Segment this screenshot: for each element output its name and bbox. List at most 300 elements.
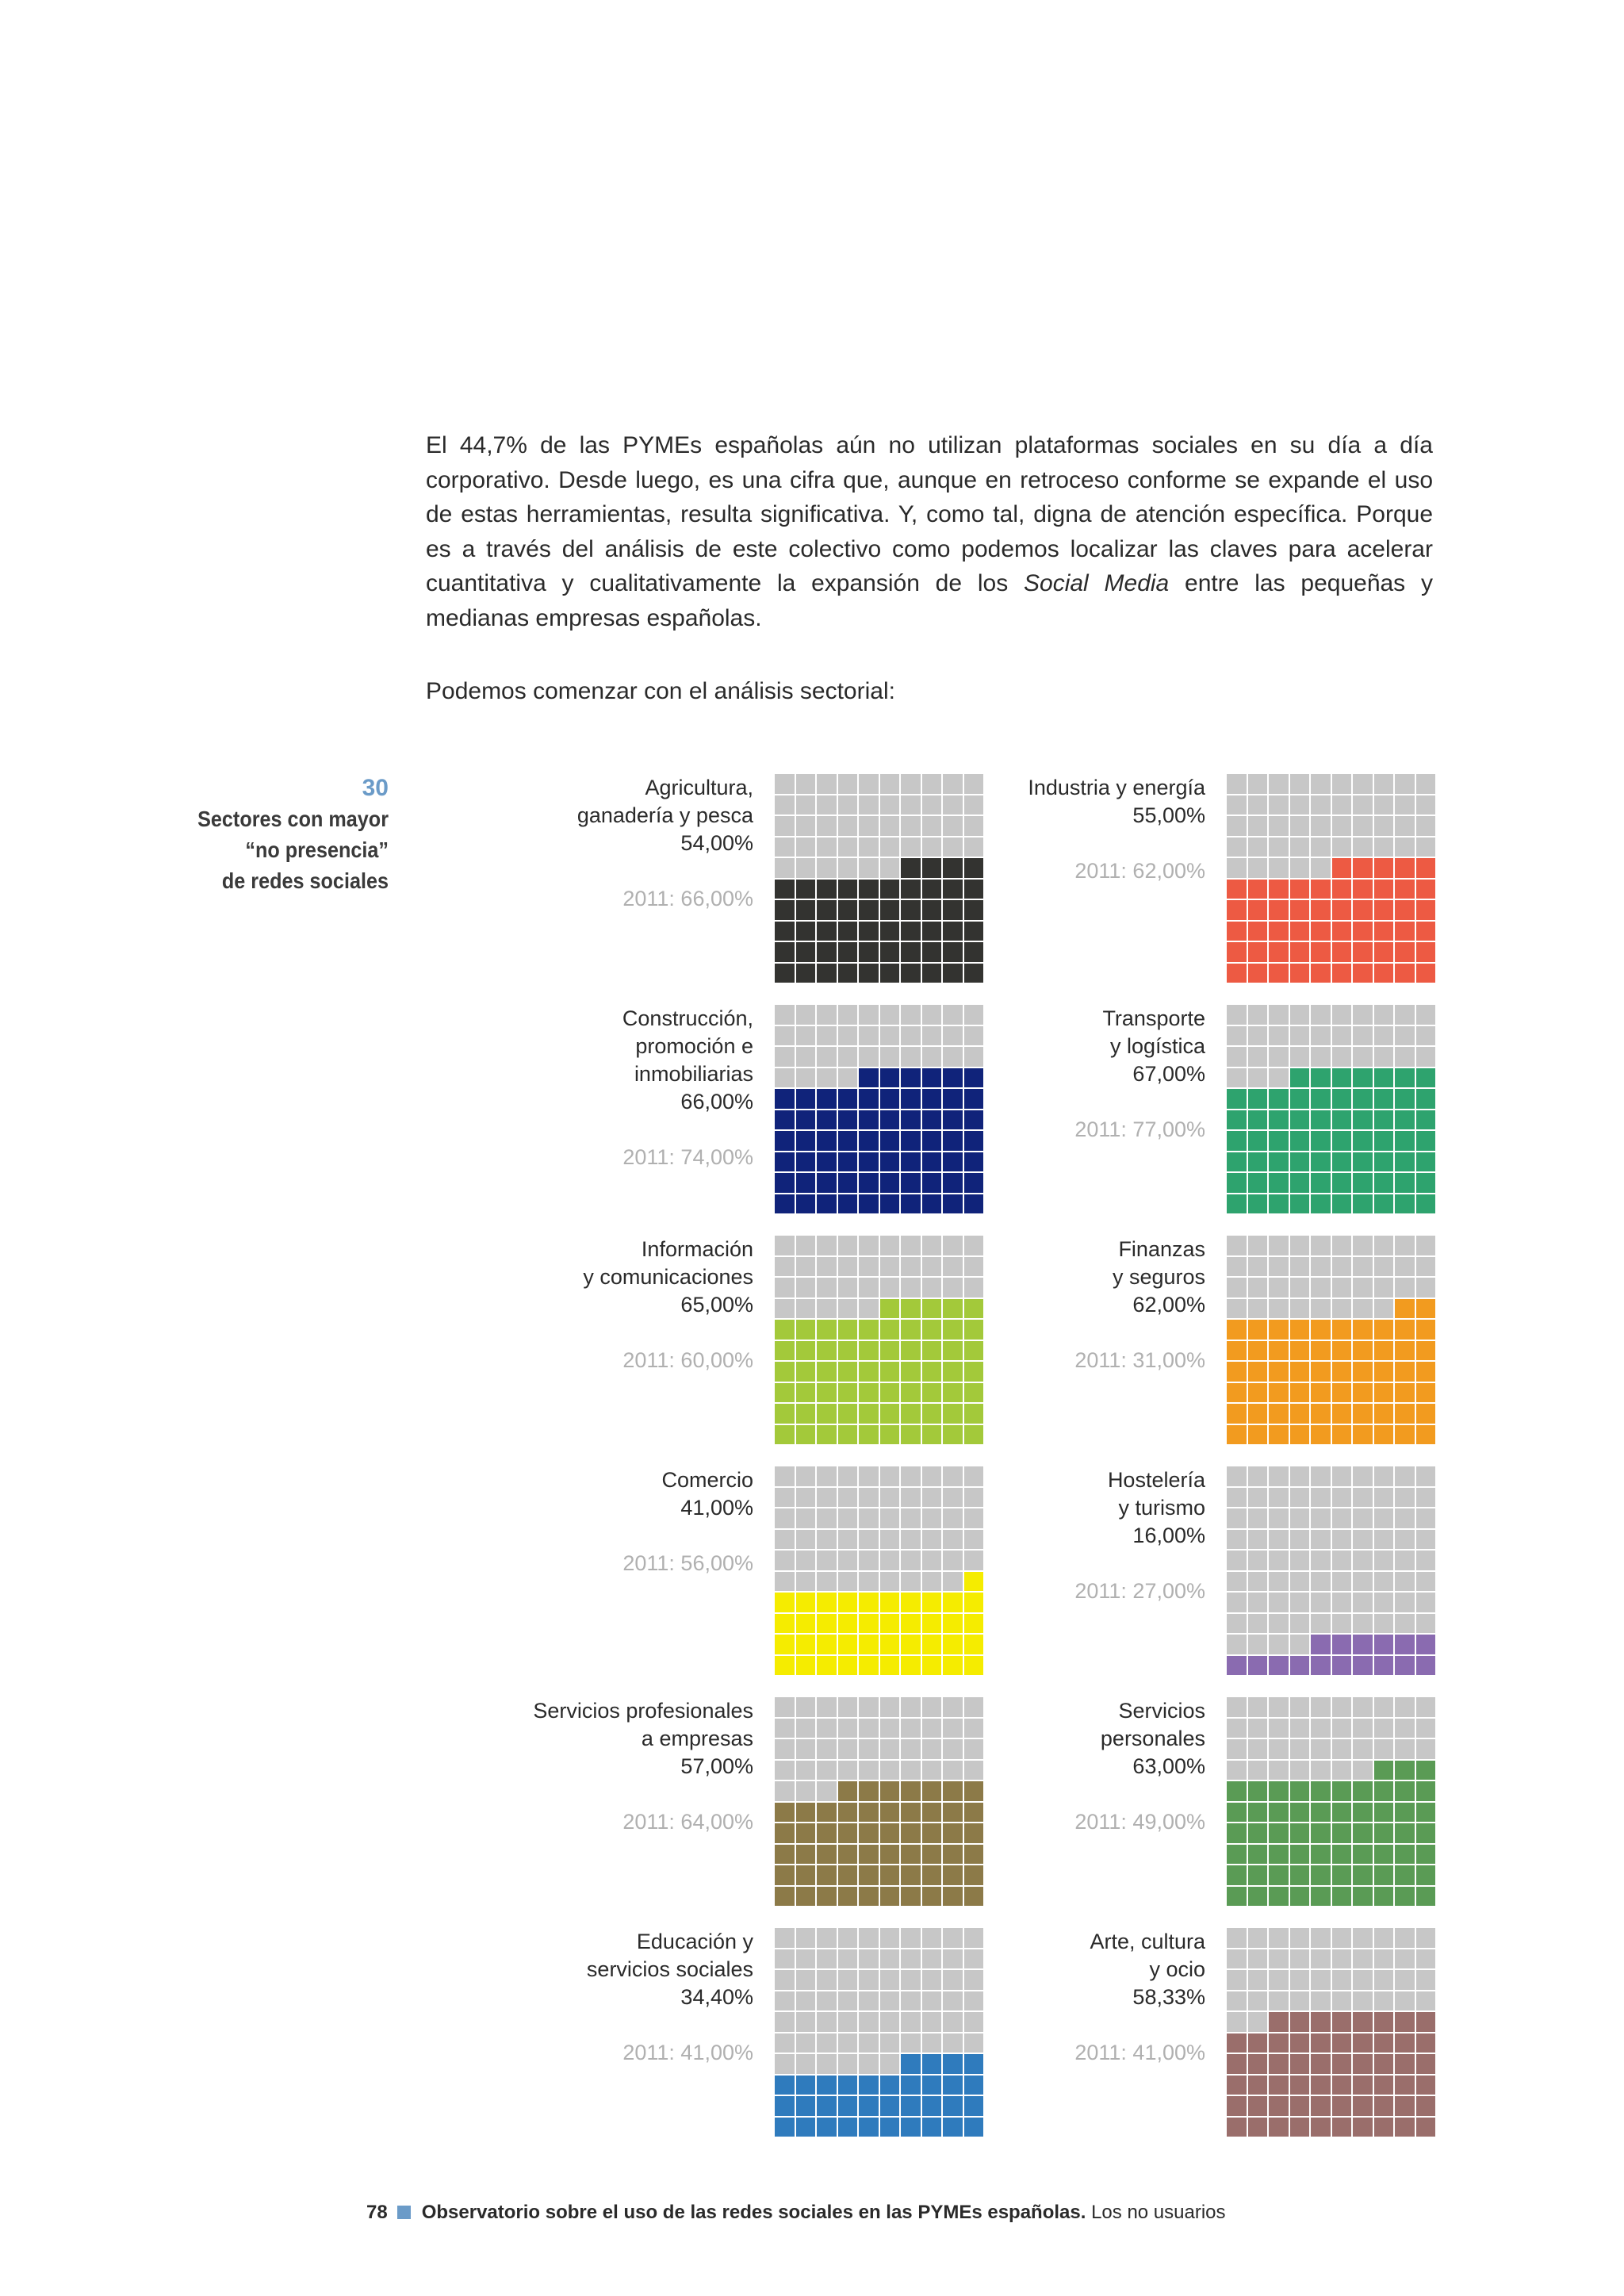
waffle-cell-filled — [859, 1110, 879, 1130]
page-number: 78 — [366, 2202, 388, 2223]
waffle-cell-empty — [1311, 1488, 1331, 1508]
waffle-cell-empty — [817, 858, 837, 878]
waffle-cell-filled — [1227, 2118, 1247, 2137]
waffle-cell-empty — [1416, 1572, 1436, 1592]
waffle-cell-empty — [1353, 1236, 1373, 1255]
waffle-cell-filled — [1311, 1362, 1331, 1382]
waffle-cell-filled — [1374, 1152, 1394, 1172]
waffle-cell-filled — [1416, 1362, 1436, 1382]
waffle-cell-empty — [1290, 1739, 1310, 1759]
waffle-cell-empty — [901, 1719, 921, 1738]
waffle-cell-filled — [817, 1404, 837, 1424]
waffle-grid — [775, 1928, 983, 2137]
waffle-cell-filled — [1227, 2076, 1247, 2095]
waffle-cell-filled — [901, 1823, 921, 1843]
waffle-cell-filled — [1395, 1656, 1415, 1676]
sector-label: y logística — [1109, 1034, 1205, 1058]
waffle-cell-filled — [775, 942, 795, 962]
waffle-cell-filled — [1353, 2054, 1373, 2074]
waffle-cell-empty — [922, 1697, 942, 1717]
sector-value-label: 66,00% — [680, 1090, 753, 1114]
sector-prev-year-label: 2011: 41,00% — [622, 2041, 753, 2064]
waffle-cell-filled — [1311, 1341, 1331, 1361]
figure-title-line: de redes sociales — [221, 868, 389, 893]
waffle-cell-filled — [1311, 1887, 1331, 1907]
waffle-cell-empty — [880, 1047, 900, 1067]
waffle-cell-filled — [1311, 1823, 1331, 1843]
waffle-cell-empty — [1227, 1508, 1247, 1528]
waffle-cell-filled — [1353, 1173, 1373, 1193]
waffle-cell-filled — [1395, 858, 1415, 878]
waffle-cell-empty — [1395, 1236, 1415, 1255]
waffle-cell-empty — [1416, 1928, 1436, 1948]
waffle-cell-empty — [859, 838, 879, 857]
waffle-cell-filled — [1374, 2118, 1394, 2137]
waffle-cell-empty — [901, 1005, 921, 1025]
waffle-cell-filled — [1374, 2054, 1394, 2074]
waffle-cell-empty — [1332, 816, 1352, 836]
waffle-cell-empty — [1395, 1970, 1415, 1990]
waffle-cell-filled — [1416, 922, 1436, 941]
waffle-cell-empty — [1416, 1530, 1436, 1550]
waffle-cell-filled — [817, 880, 837, 899]
waffle-grid — [775, 774, 983, 983]
waffle-cell-empty — [1374, 1593, 1394, 1612]
waffle-cell-empty — [1248, 1530, 1268, 1550]
waffle-cell-empty — [1311, 1719, 1331, 1738]
waffle-cell-filled — [1374, 964, 1394, 983]
waffle-cell-filled — [901, 1194, 921, 1214]
waffle-cell-empty — [1227, 858, 1247, 878]
waffle-cell-empty — [775, 1047, 795, 1067]
waffle-cell-filled — [1332, 2096, 1352, 2116]
footer-subtitle: Los no usuarios — [1091, 2202, 1226, 2223]
waffle-cell-empty — [775, 1928, 795, 1948]
waffle-cell-filled — [1311, 942, 1331, 962]
waffle-cell-filled — [1332, 942, 1352, 962]
waffle-cell-filled — [1416, 880, 1436, 899]
waffle-cell-empty — [838, 1257, 858, 1277]
waffle-cell-empty — [943, 1488, 963, 1508]
waffle-cell-filled — [1395, 1823, 1415, 1843]
waffle-cell-empty — [1374, 1614, 1394, 1634]
waffle-cell-filled — [943, 1383, 963, 1403]
waffle-cell-empty — [943, 1508, 963, 1528]
waffle-cell-filled — [1311, 1110, 1331, 1130]
waffle-cell-empty — [901, 1739, 921, 1759]
waffle-cell-filled — [1416, 1845, 1436, 1865]
waffle-cell-empty — [1269, 1488, 1289, 1508]
waffle-cell-empty — [901, 1278, 921, 1297]
waffle-cell-filled — [880, 1194, 900, 1214]
waffle-cell-empty — [817, 1991, 837, 2011]
waffle-cell-empty — [1269, 858, 1289, 878]
waffle-cell-empty — [1353, 1614, 1373, 1634]
waffle-cell-filled — [775, 1425, 795, 1445]
waffle-cell-filled — [1311, 2096, 1331, 2116]
waffle-cell-filled — [964, 1194, 984, 1214]
waffle-cell-filled — [880, 2118, 900, 2137]
waffle-cell-filled — [880, 1635, 900, 1654]
waffle-cell-filled — [838, 1781, 858, 1801]
waffle-cell-empty — [817, 2012, 837, 2032]
waffle-cell-empty — [1290, 1949, 1310, 1969]
waffle-cell-filled — [838, 1152, 858, 1172]
waffle-cell-empty — [943, 795, 963, 815]
waffle-cell-empty — [1332, 1949, 1352, 1969]
waffle-cell-filled — [880, 1425, 900, 1445]
waffle-cell-filled — [922, 1173, 942, 1193]
waffle-cell-filled — [859, 1089, 879, 1109]
waffle-cell-empty — [1248, 1466, 1268, 1486]
waffle-cell-filled — [922, 1614, 942, 1634]
waffle-cell-empty — [1416, 1278, 1436, 1297]
waffle-cell-empty — [1416, 1593, 1436, 1612]
sector-text — [967, 1005, 1205, 1144]
waffle-cell-empty — [817, 1970, 837, 1990]
sector-label: Información — [641, 1237, 753, 1261]
waffle-cell-empty — [1374, 1236, 1394, 1255]
waffle-cell-filled — [1311, 2118, 1331, 2137]
waffle-cell-filled — [943, 1089, 963, 1109]
waffle-cell-empty — [1395, 1466, 1415, 1486]
waffle-cell-empty — [775, 1719, 795, 1738]
waffle-cell-empty — [1227, 795, 1247, 815]
waffle-cell-filled — [1416, 1803, 1436, 1823]
waffle-cell-empty — [1416, 1550, 1436, 1570]
waffle-cell-filled — [922, 1131, 942, 1151]
waffle-cell-filled — [1353, 1425, 1373, 1445]
waffle-cell-filled — [1269, 1320, 1289, 1340]
waffle-cell-empty — [1248, 1949, 1268, 1969]
sector-text — [967, 774, 1205, 885]
waffle-cell-empty — [859, 1005, 879, 1025]
waffle-cell-filled — [1311, 1656, 1331, 1676]
waffle-cell-empty — [775, 1488, 795, 1508]
waffle-cell-filled — [901, 2096, 921, 2116]
sector-panel — [539, 774, 983, 984]
footer-title: Observatorio sobre el uso de las redes sociales en las PYMEs españolas. — [421, 2202, 1086, 2223]
waffle-cell-empty — [1374, 795, 1394, 815]
waffle-cell-filled — [838, 1656, 858, 1676]
waffle-cell-empty — [838, 1488, 858, 1508]
waffle-cell-filled — [838, 1865, 858, 1885]
waffle-cell-filled — [838, 1320, 858, 1340]
waffle-cell-empty — [1269, 1278, 1289, 1297]
waffle-cell-empty — [880, 1739, 900, 1759]
waffle-cell-empty — [817, 774, 837, 794]
waffle-cell-filled — [1416, 1781, 1436, 1801]
waffle-cell-filled — [796, 2076, 816, 2095]
waffle-cell-filled — [838, 1341, 858, 1361]
waffle-cell-empty — [775, 1508, 795, 1528]
waffle-cell-filled — [1395, 1068, 1415, 1088]
waffle-cell-empty — [775, 1761, 795, 1780]
intro-text-a: El 44,7% de las PYMEs españolas aún no utilizan plataformas sociales en su día a día corporativo. Desde luego, es una cifra que, aunque en retroceso conforme se expande el uso de estas herramientas, resulta significativa. Y, como tal, digna de atención específica. Porque es a través del análisis de este colectivo como podemos localizar las claves para acelerar cuantitativa y cualitativamente la expansión de los — [426, 432, 1433, 596]
waffle-cell-filled — [943, 1362, 963, 1382]
waffle-cell-empty — [775, 1026, 795, 1046]
sector-text — [515, 774, 753, 913]
waffle-cell-filled — [1227, 1131, 1247, 1151]
waffle-cell-filled — [1269, 942, 1289, 962]
waffle-cell-empty — [1248, 1761, 1268, 1780]
waffle-cell-empty — [1290, 858, 1310, 878]
waffle-cell-empty — [922, 1991, 942, 2011]
waffle-cell-filled — [1416, 1068, 1436, 1088]
waffle-cell-filled — [1395, 2076, 1415, 2095]
waffle-cell-filled — [1311, 1089, 1331, 1109]
waffle-cell-empty — [1248, 816, 1268, 836]
waffle-cell-filled — [964, 942, 984, 962]
waffle-cell-empty — [838, 1026, 858, 1046]
waffle-cell-filled — [1227, 1362, 1247, 1382]
waffle-cell-empty — [1353, 1949, 1373, 1969]
sector-prev-year-label: 2011: 27,00% — [1074, 1579, 1205, 1603]
waffle-cell-empty — [775, 1572, 795, 1592]
sector-prev-year-label: 2011: 66,00% — [622, 887, 753, 910]
waffle-cell-empty — [1290, 1550, 1310, 1570]
waffle-cell-empty — [1395, 1026, 1415, 1046]
waffle-cell-filled — [1311, 1173, 1331, 1193]
intro-text — [426, 428, 1433, 635]
sector-panel — [991, 1236, 1435, 1446]
waffle-cell-filled — [1332, 1131, 1352, 1151]
waffle-cell-empty — [943, 2033, 963, 2053]
waffle-cell-filled — [1395, 1362, 1415, 1382]
waffle-cell-empty — [817, 1719, 837, 1738]
waffle-cell-empty — [901, 1697, 921, 1717]
waffle-cell-filled — [901, 1845, 921, 1865]
waffle-cell-filled — [1374, 922, 1394, 941]
waffle-cell-empty — [1332, 1550, 1352, 1570]
waffle-cell-filled — [817, 1823, 837, 1843]
waffle-cell-empty — [859, 774, 879, 794]
waffle-cell-empty — [880, 1488, 900, 1508]
waffle-cell-empty — [943, 1991, 963, 2011]
waffle-cell-filled — [880, 1110, 900, 1130]
waffle-cell-empty — [775, 2054, 795, 2074]
waffle-cell-filled — [1248, 1383, 1268, 1403]
waffle-cell-filled — [1374, 1425, 1394, 1445]
waffle-cell-filled — [1290, 1152, 1310, 1172]
waffle-cell-empty — [1290, 1508, 1310, 1528]
waffle-cell-filled — [1353, 1110, 1373, 1130]
waffle-cell-filled — [1395, 2054, 1415, 2074]
waffle-cell-filled — [943, 942, 963, 962]
waffle-cell-filled — [859, 1823, 879, 1843]
waffle-cell-filled — [1353, 2076, 1373, 2095]
waffle-cell-empty — [1332, 838, 1352, 857]
sector-value-label: 55,00% — [1132, 803, 1205, 827]
waffle-cell-empty — [1227, 838, 1247, 857]
waffle-cell-empty — [859, 1257, 879, 1277]
waffle-cell-empty — [838, 816, 858, 836]
waffle-cell-empty — [901, 2033, 921, 2053]
waffle-cell-filled — [817, 1614, 837, 1634]
waffle-cell-empty — [1416, 1970, 1436, 1990]
waffle-cell-filled — [1269, 1341, 1289, 1361]
waffle-cell-filled — [1395, 1761, 1415, 1780]
waffle-cell-empty — [1395, 1928, 1415, 1948]
waffle-cell-filled — [1353, 2033, 1373, 2053]
waffle-cell-filled — [775, 1110, 795, 1130]
waffle-cell-filled — [922, 1299, 942, 1319]
waffle-cell-empty — [922, 1530, 942, 1550]
waffle-cell-empty — [775, 1257, 795, 1277]
waffle-cell-empty — [838, 1236, 858, 1255]
waffle-cell-filled — [1374, 1089, 1394, 1109]
waffle-cell-empty — [1248, 1593, 1268, 1612]
waffle-cell-empty — [775, 1068, 795, 1088]
waffle-cell-empty — [1374, 1005, 1394, 1025]
waffle-cell-filled — [1269, 2118, 1289, 2137]
waffle-cell-filled — [922, 2076, 942, 2095]
waffle-cell-empty — [1311, 1047, 1331, 1067]
waffle-cell-empty — [1248, 2012, 1268, 2032]
waffle-cell-filled — [838, 1823, 858, 1843]
waffle-cell-empty — [901, 2012, 921, 2032]
waffle-cell-filled — [1353, 1823, 1373, 1843]
waffle-cell-empty — [775, 1781, 795, 1801]
sector-panel — [539, 1928, 983, 2138]
waffle-cell-filled — [1290, 2096, 1310, 2116]
waffle-cell-empty — [817, 1278, 837, 1297]
waffle-cell-filled — [796, 1404, 816, 1424]
waffle-cell-filled — [1290, 1781, 1310, 1801]
waffle-cell-empty — [1290, 1697, 1310, 1717]
waffle-cell-filled — [775, 1865, 795, 1885]
waffle-cell-filled — [880, 1404, 900, 1424]
waffle-cell-filled — [1227, 880, 1247, 899]
waffle-cell-empty — [1290, 1488, 1310, 1508]
waffle-cell-empty — [1395, 1508, 1415, 1528]
waffle-cell-empty — [775, 1949, 795, 1969]
waffle-cell-filled — [1311, 1320, 1331, 1340]
waffle-cell-filled — [943, 1173, 963, 1193]
waffle-cell-empty — [796, 1697, 816, 1717]
waffle-cell-filled — [1248, 1173, 1268, 1193]
waffle-cell-empty — [1332, 1026, 1352, 1046]
waffle-cell-empty — [1269, 1635, 1289, 1654]
waffle-cell-filled — [838, 964, 858, 983]
waffle-cell-filled — [964, 1383, 984, 1403]
waffle-cell-filled — [1227, 1781, 1247, 1801]
waffle-cell-empty — [1353, 1928, 1373, 1948]
waffle-cell-filled — [1248, 1404, 1268, 1424]
waffle-cell-empty — [943, 1719, 963, 1738]
waffle-cell-filled — [964, 2076, 984, 2095]
waffle-cell-empty — [1416, 1047, 1436, 1067]
waffle-cell-filled — [1269, 2033, 1289, 2053]
waffle-cell-empty — [1248, 1488, 1268, 1508]
waffle-cell-filled — [901, 1635, 921, 1654]
waffle-cell-filled — [1416, 1887, 1436, 1907]
waffle-cell-filled — [1227, 2054, 1247, 2074]
waffle-cell-empty — [1269, 1257, 1289, 1277]
waffle-cell-empty — [1269, 1761, 1289, 1780]
waffle-cell-empty — [817, 1466, 837, 1486]
waffle-cell-filled — [1332, 1320, 1352, 1340]
waffle-cell-filled — [943, 1887, 963, 1907]
waffle-cell-filled — [1227, 1803, 1247, 1823]
waffle-cell-empty — [922, 2012, 942, 2032]
waffle-cell-empty — [1332, 1991, 1352, 2011]
waffle-cell-empty — [817, 2033, 837, 2053]
waffle-cell-filled — [943, 1593, 963, 1612]
waffle-cell-filled — [1374, 1110, 1394, 1130]
waffle-cell-empty — [838, 1550, 858, 1570]
waffle-cell-filled — [943, 2054, 963, 2074]
waffle-cell-empty — [1227, 1550, 1247, 1570]
waffle-cell-empty — [1353, 1257, 1373, 1277]
waffle-cell-filled — [1332, 964, 1352, 983]
waffle-cell-empty — [796, 1719, 816, 1738]
waffle-cell-filled — [1332, 1068, 1352, 1088]
waffle-cell-filled — [1332, 880, 1352, 899]
waffle-cell-filled — [796, 900, 816, 920]
waffle-cell-filled — [775, 1089, 795, 1109]
waffle-cell-filled — [943, 2096, 963, 2116]
waffle-cell-empty — [796, 1530, 816, 1550]
waffle-cell-filled — [1416, 964, 1436, 983]
waffle-cell-filled — [1353, 1383, 1373, 1403]
waffle-cell-filled — [796, 1320, 816, 1340]
waffle-cell-empty — [859, 1488, 879, 1508]
waffle-cell-empty — [1290, 1257, 1310, 1277]
waffle-cell-filled — [1227, 1110, 1247, 1130]
waffle-cell-filled — [1332, 1656, 1352, 1676]
sector-text — [515, 1928, 753, 2067]
waffle-cell-filled — [817, 1425, 837, 1445]
waffle-cell-filled — [943, 1152, 963, 1172]
waffle-cell-filled — [1374, 880, 1394, 899]
waffle-cell-filled — [964, 1635, 984, 1654]
waffle-cell-filled — [922, 1635, 942, 1654]
waffle-cell-filled — [1311, 1865, 1331, 1885]
waffle-cell-filled — [775, 1614, 795, 1634]
waffle-cell-empty — [838, 858, 858, 878]
waffle-cell-filled — [1332, 1823, 1352, 1843]
waffle-cell-filled — [922, 1110, 942, 1130]
waffle-cell-empty — [1374, 1970, 1394, 1990]
waffle-cell-empty — [880, 795, 900, 815]
waffle-cell-empty — [796, 795, 816, 815]
waffle-cell-filled — [1227, 1823, 1247, 1843]
waffle-cell-filled — [1395, 1887, 1415, 1907]
waffle-cell-empty — [859, 816, 879, 836]
waffle-cell-filled — [775, 2118, 795, 2137]
waffle-cell-filled — [1416, 900, 1436, 920]
waffle-cell-filled — [1395, 1635, 1415, 1654]
waffle-cell-empty — [859, 1278, 879, 1297]
waffle-cell-filled — [1332, 1173, 1352, 1193]
waffle-cell-empty — [859, 1299, 879, 1319]
waffle-cell-filled — [880, 1656, 900, 1676]
waffle-cell-empty — [796, 1572, 816, 1592]
waffle-cell-filled — [1374, 1404, 1394, 1424]
waffle-cell-filled — [1290, 2054, 1310, 2074]
sector-label: Comercio — [661, 1468, 753, 1492]
waffle-cell-empty — [838, 1697, 858, 1717]
waffle-cell-filled — [796, 1614, 816, 1634]
waffle-cell-filled — [817, 1131, 837, 1151]
waffle-cell-filled — [922, 1803, 942, 1823]
waffle-cell-empty — [1353, 795, 1373, 815]
waffle-cell-filled — [880, 1593, 900, 1612]
waffle-cell-filled — [1248, 880, 1268, 899]
waffle-cell-filled — [1332, 1341, 1352, 1361]
waffle-cell-filled — [1374, 1761, 1394, 1780]
